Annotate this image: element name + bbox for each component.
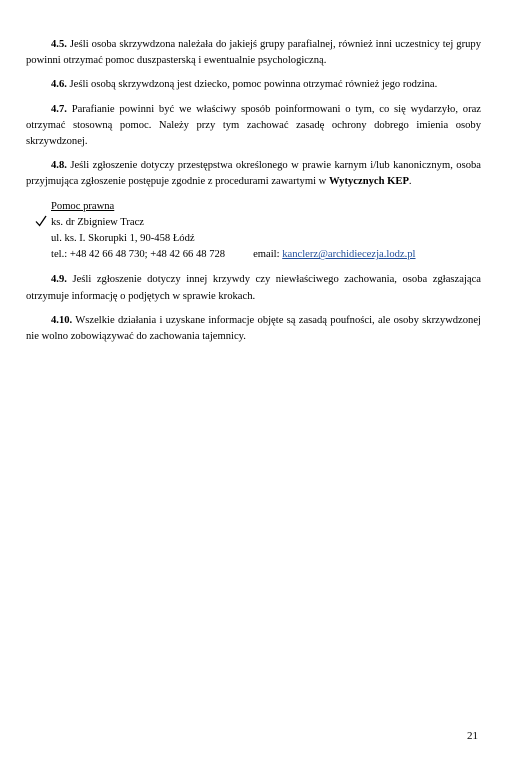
paragraph-text: Jeśli osoba skrzywdzona należała do jakiejś grupy parafialnej, również inni uczestnicy tej grupy powinni otrzymać pomoc duszpasterską i ewentualnie psychologiczną. <box>26 39 481 67</box>
paragraph-number: 4.7. <box>51 103 67 115</box>
paragraph-text: Parafianie powinni być we właściwy sposób poinformowani o tym, co się wydarzyło, oraz otrzymać stosowną pomoc. Należy przy tym zachować zasadę ochrony dobrego imienia osoby skrzywdzonej. <box>26 103 481 148</box>
paragraph-text: Jeśli osobą skrzywdzoną jest dziecko, pomoc powinna otrzymać również jego rodzina. <box>69 79 438 91</box>
paragraph-4-5 <box>26 37 481 69</box>
paragraph-4-10 <box>26 313 481 345</box>
paragraph-text: Jeśli zgłoszenie dotyczy przestępstwa określonego w prawie karnym i/lub kanonicznym, osoba przyjmująca zgłoszenie postępuje zgodnie z procedurami zawartymi w <box>26 160 481 188</box>
paragraph-number: 4.8. <box>51 160 67 172</box>
guidelines-reference: Wytycznych KEP <box>328 176 409 188</box>
paragraph-number: 4.9. <box>51 274 67 286</box>
page-number: 21 <box>467 730 478 742</box>
legal-help-heading: Pomoc prawna <box>51 200 115 212</box>
contact-address: ul. ks. I. Skorupki 1, 90-458 Łódź <box>51 233 195 245</box>
contact-phone: tel.: +48 42 66 48 730; +48 42 66 48 728 <box>51 249 226 261</box>
paragraph-number: 4.5. <box>51 39 67 50</box>
paragraph-4-9 <box>26 272 481 304</box>
contact-name: ks. dr Zbigniew Tracz <box>51 216 144 228</box>
paragraph-4-6 <box>26 77 481 93</box>
contact-phone-email-line <box>26 247 481 263</box>
paragraph-text-end: . <box>408 176 412 188</box>
legal-help-block <box>26 199 481 264</box>
checkmark-icon <box>35 214 47 228</box>
document-page <box>26 37 481 353</box>
email-label: email: <box>253 249 280 261</box>
paragraph-4-8 <box>26 158 481 190</box>
paragraph-text: Wszelkie działania i uzyskane informacje objęte są zasadą poufności, ale osoby skrzywdzonej nie wolno zobowiązywać do zachowania tajemnicy. <box>26 314 482 343</box>
paragraph-text: Jeśli zgłoszenie dotyczy innej krzywdy czy niewłaściwego zachowania, osoba zgłaszająca otrzymuje informację o podjętych w sprawie krokach. <box>26 274 481 302</box>
paragraph-4-7 <box>26 102 481 151</box>
email-link[interactable]: kanclerz@archidiecezja.lodz.pl <box>282 249 416 261</box>
paragraph-number: 4.6. <box>51 79 67 91</box>
paragraph-number: 4.10. <box>51 314 73 326</box>
